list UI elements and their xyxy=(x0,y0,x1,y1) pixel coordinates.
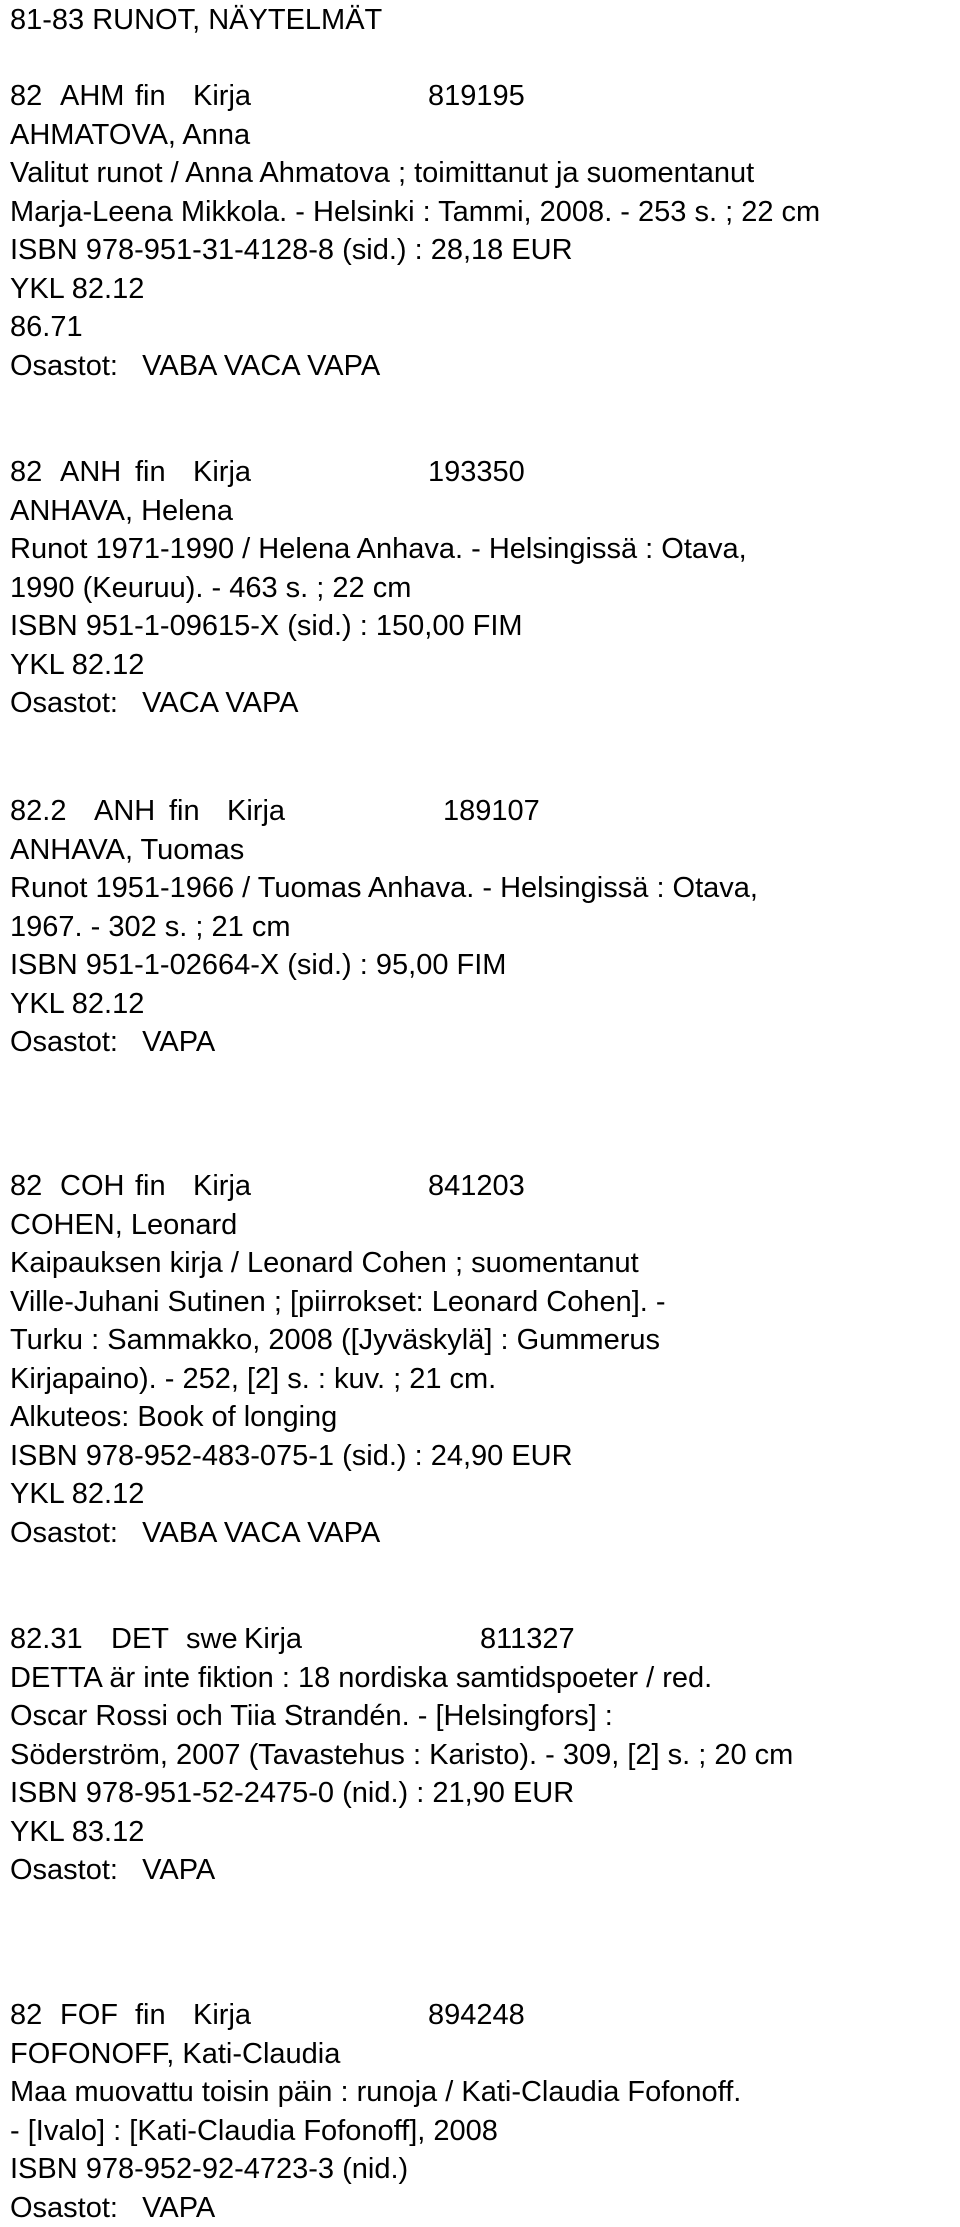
entry-code: ANH xyxy=(60,456,122,488)
entry-line: 86.71 xyxy=(10,311,83,343)
entry-class: 82 xyxy=(10,80,43,112)
entry-line: Kirjapaino). - 252, [2] s. : kuv. ; 21 cm. xyxy=(10,1362,497,1395)
entry-line: YKL 83.12 xyxy=(10,1815,145,1848)
entry-id: 193350 xyxy=(428,456,525,488)
entry-departments: Osastot: VAPA xyxy=(10,1026,216,1058)
catalog-entry xyxy=(10,1996,950,2227)
entry-type: Kirja xyxy=(193,1999,252,2031)
entry-code: DET xyxy=(111,1623,169,1655)
entry-header xyxy=(10,792,950,831)
entry-id: 189107 xyxy=(443,795,540,827)
entry-language: fin xyxy=(135,1999,166,2031)
entry-line: - [Ivalo] : [Kati-Claudia Fofonoff], 2008 xyxy=(10,2114,498,2147)
entry-line: Runot 1971-1990 / Helena Anhava. - Helsingissä : Otava, xyxy=(10,533,747,565)
entry-line: Turku : Sammakko, 2008 ([Jyväskylä] : Gummerus xyxy=(10,1324,661,1356)
entry-language: fin xyxy=(135,80,166,112)
entry-line: Ville-Juhani Sutinen ; [piirrokset: Leonard Cohen]. - xyxy=(10,1285,666,1318)
entry-code: FOF xyxy=(60,1999,118,2031)
entry-language: fin xyxy=(169,795,200,827)
entry-type: Kirja xyxy=(193,80,252,112)
entry-header xyxy=(10,1167,950,1206)
entry-code: ANH xyxy=(94,795,156,827)
catalog-entry xyxy=(10,77,950,385)
entry-author: ANHAVA, Helena xyxy=(10,494,233,527)
entry-author: ANHAVA, Tuomas xyxy=(10,833,245,866)
entry-line: 1990 (Keuruu). - 463 s. ; 22 cm xyxy=(10,571,412,604)
entry-line: ISBN 978-952-483-075-1 (sid.) : 24,90 EUR xyxy=(10,1439,573,1472)
entry-id: 819195 xyxy=(428,80,525,112)
entry-line: ISBN 978-951-52-2475-0 (nid.) : 21,90 EUR xyxy=(10,1777,575,1809)
entry-type: Kirja xyxy=(193,456,252,488)
entry-line: ISBN 951-1-09615-X (sid.) : 150,00 FIM xyxy=(10,610,523,642)
entry-type: Kirja xyxy=(227,795,286,827)
entry-class: 82 xyxy=(10,456,43,488)
entry-class: 82 xyxy=(10,1170,43,1202)
entry-line: ISBN 951-1-02664-X (sid.) : 95,00 FIM xyxy=(10,949,507,981)
entry-line: YKL 82.12 xyxy=(10,987,145,1020)
entry-id: 811327 xyxy=(480,1623,575,1655)
entry-author: COHEN, Leonard xyxy=(10,1208,238,1241)
catalog-entry xyxy=(10,453,950,723)
entry-code: COH xyxy=(60,1170,125,1202)
entry-code: AHM xyxy=(60,80,125,112)
entry-class: 82.2 xyxy=(10,795,67,827)
entry-id: 894248 xyxy=(428,1999,525,2031)
entry-header xyxy=(10,1620,950,1659)
entry-author: AHMATOVA, Anna xyxy=(10,118,251,151)
entry-departments: Osastot: VAPA xyxy=(10,1854,216,1886)
catalog-entry xyxy=(10,1620,950,1890)
entry-type: Kirja xyxy=(193,1170,252,1202)
entry-departments: Osastot: VABA VACA VAPA xyxy=(10,1516,381,1549)
entry-line: Valitut runot / Anna Ahmatova ; toimittanut ja suomentanut xyxy=(10,157,755,189)
catalog-page xyxy=(10,0,950,2224)
entry-header xyxy=(10,1996,950,2035)
entry-line: ISBN 978-951-31-4128-8 (sid.) : 28,18 EUR xyxy=(10,234,573,266)
entry-type: Kirja xyxy=(244,1623,303,1655)
entry-departments: Osastot: VAPA xyxy=(10,2191,216,2224)
entry-language: swe xyxy=(186,1623,238,1655)
entry-header xyxy=(10,453,950,492)
entry-line: 1967. - 302 s. ; 21 cm xyxy=(10,910,291,943)
entry-line: YKL 82.12 xyxy=(10,1478,145,1510)
entry-id: 841203 xyxy=(428,1170,525,1202)
entry-departments: Osastot: VABA VACA VAPA xyxy=(10,349,381,382)
entry-line: Oscar Rossi och Tiia Strandén. - [Helsingfors] : xyxy=(10,1700,613,1732)
catalog-entry xyxy=(10,792,950,1062)
entry-author: DETTA är inte fiktion : 18 nordiska samtidspoeter / red. xyxy=(10,1661,713,1694)
entry-line: Runot 1951-1966 / Tuomas Anhava. - Helsingissä : Otava, xyxy=(10,872,758,904)
entry-header xyxy=(10,77,950,116)
entry-line: YKL 82.12 xyxy=(10,648,145,681)
entry-language: fin xyxy=(135,1170,166,1202)
entry-line: Alkuteos: Book of longing xyxy=(10,1401,338,1433)
entry-line: Marja-Leena Mikkola. - Helsinki : Tammi, 2008. - 253 s. ; 22 cm xyxy=(10,195,821,228)
catalog-entry xyxy=(10,1167,950,1552)
entry-line: Söderström, 2007 (Tavastehus : Karisto). - 309, [2] s. ; 20 cm xyxy=(10,1738,794,1771)
section-heading: 81-83 RUNOT, NÄYTELMÄT xyxy=(10,4,383,36)
entry-departments: Osastot: VACA VAPA xyxy=(10,687,299,719)
entry-language: fin xyxy=(135,456,166,488)
entry-line: ISBN 978-952-92-4723-3 (nid.) xyxy=(10,2153,409,2185)
entry-line: Maa muovattu toisin päin : runoja / Kati-Claudia Fofonoff. xyxy=(10,2076,742,2108)
entry-line: Kaipauksen kirja / Leonard Cohen ; suomentanut xyxy=(10,1247,639,1279)
entry-line: YKL 82.12 xyxy=(10,272,145,305)
entry-class: 82.31 xyxy=(10,1623,83,1655)
entry-author: FOFONOFF, Kati-Claudia xyxy=(10,2037,341,2070)
entry-class: 82 xyxy=(10,1999,43,2031)
